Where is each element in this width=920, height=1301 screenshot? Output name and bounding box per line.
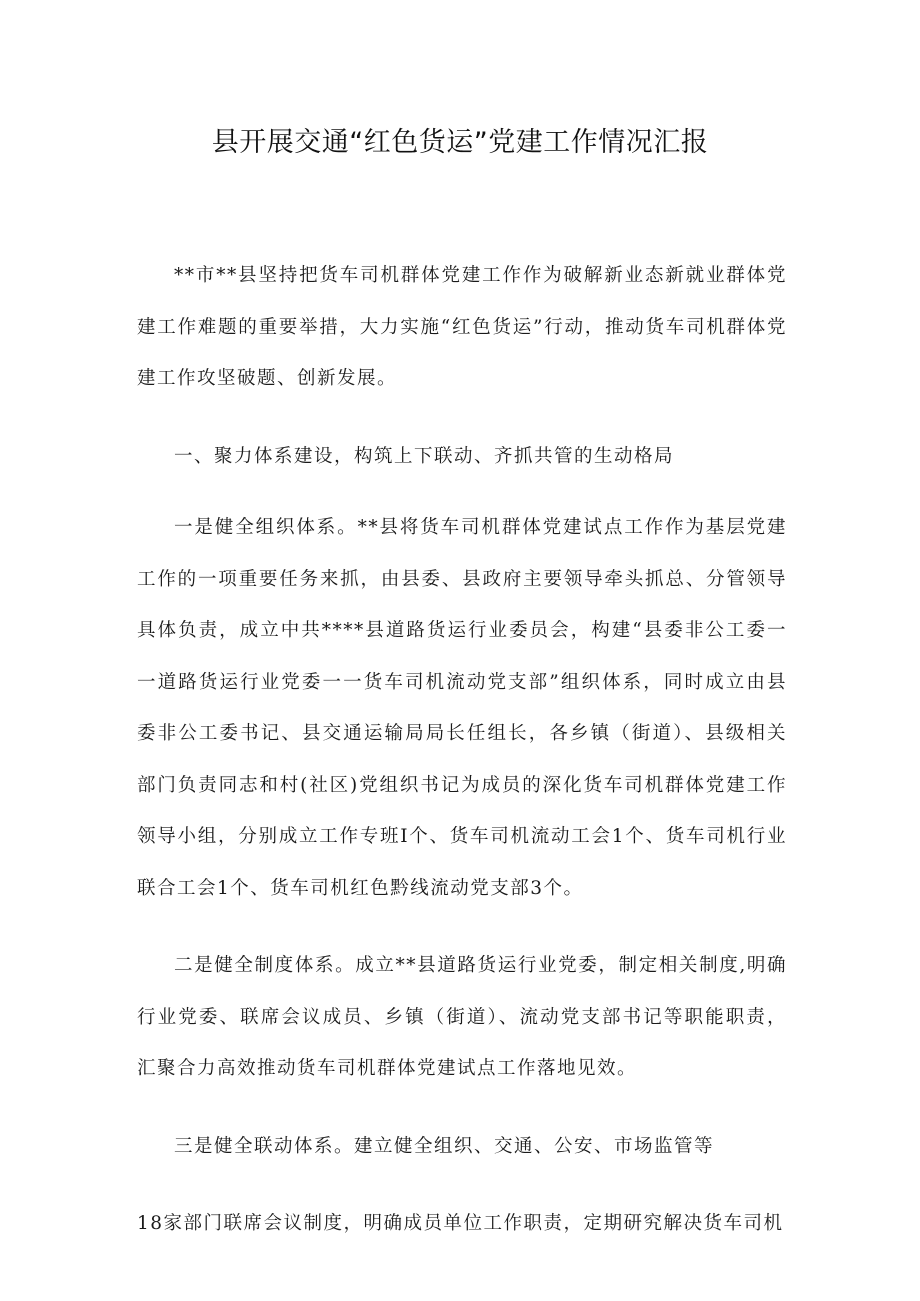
paragraph-organization-system: 一是健全组织体系。**县将货车司机群体党建试点工作作为基层党建工作的一项重要任务来抓，由县委、县政府主要领导牵头抓总、分管领导具体负责，成立中共****县道路货运行业委员会，构建“县委非公工委一一道路货运行业党委一一货车司机流动党支部”组织体系，同时成立由县委非公工委书记、县交通运输局局长任组长，各乡镇（街道）、县级相关部门负责同志和村(社区)党组织书记为成员的深化货车司机群体党建工作领导小组，分别成立工作专班I个、货车司机流动工会1个、货车司机行业联合工会1个、货车司机红色黔线流动党支部3个。: [137, 517, 787, 899]
paragraph-continuation: 18家部门联席会议制度，明确成员单位工作职责，定期研究解决货车司机: [137, 1213, 784, 1234]
document-body: [137, 250, 787, 1250]
intro-paragraph: **市**县坚持把货车司机群体党建工作作为破解新业态新就业群体党建工作难题的重要举措，大力实施“红色货运”行动，推动货车司机群体党建工作攻坚破题、创新发展。: [137, 265, 787, 389]
paragraph-linkage-system: 三是健全联动体系。建立健全组织、交通、公安、市场监管等: [174, 1135, 715, 1157]
section-heading-1: 一、聚力体系建设，构筑上下联动、齐抓共管的生动格局: [174, 445, 675, 467]
document-title: 县开展交通“红色货运”党建工作情况汇报: [211, 127, 709, 158]
paragraph-institution-system: 二是健全制度体系。成立**县道路货运行业党委，制定相关制度,明确行业党委、联席会议成员、乡镇（街道）、流动党支部书记等职能职责，汇聚合力高效推动货车司机群体党建试点工作落地见效。: [137, 955, 787, 1079]
